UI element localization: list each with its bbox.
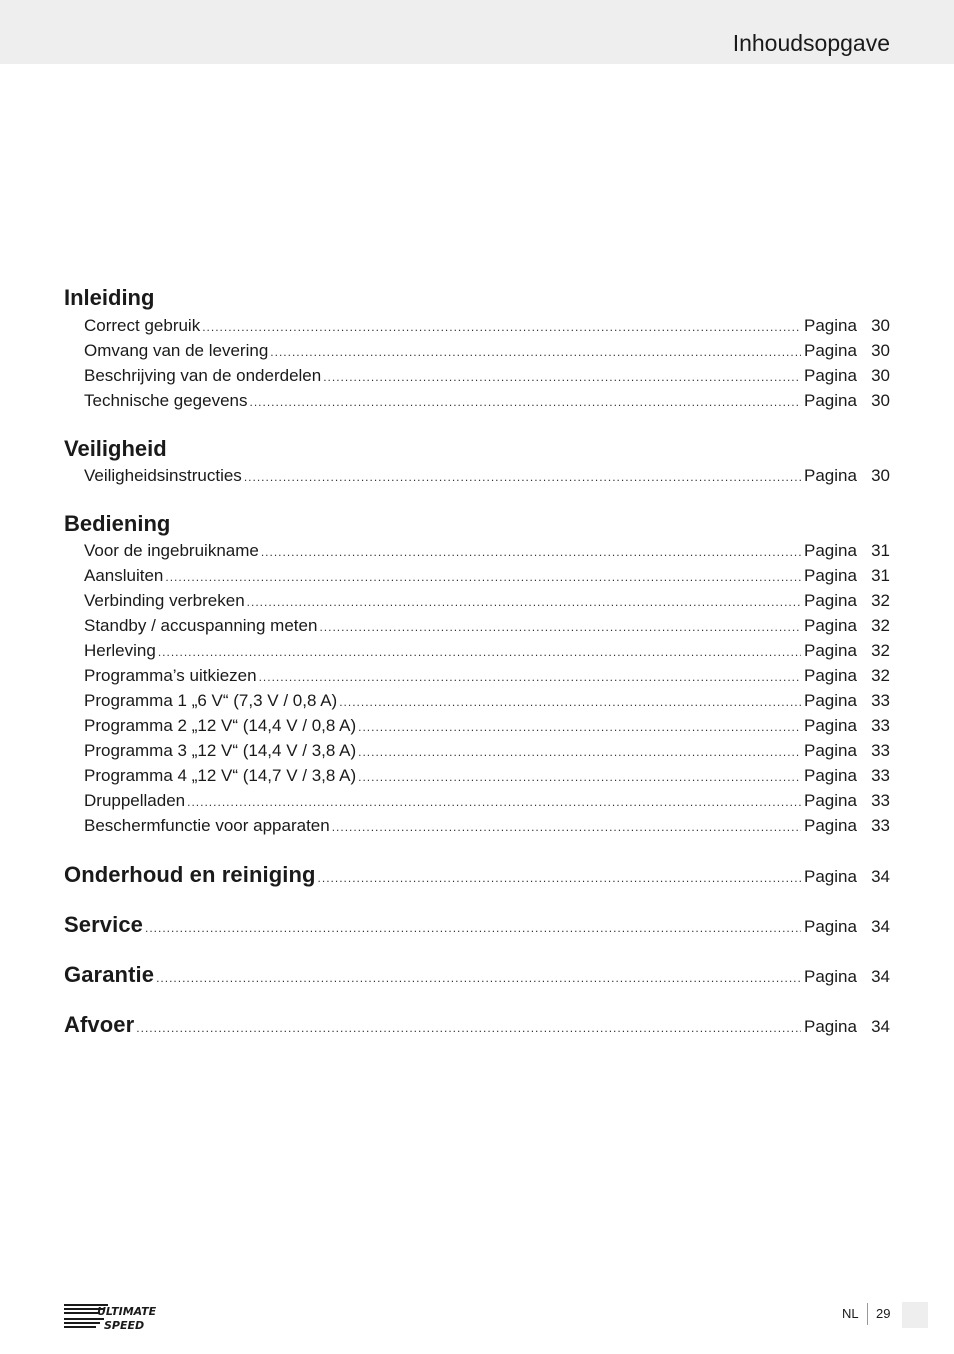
page-word: Pagina: [804, 566, 857, 585]
page-number: 33: [871, 791, 890, 810]
toc-entry[interactable]: [84, 713, 890, 738]
dot-leader: [145, 913, 801, 943]
toc-entry-label: Programma 2 „12 V“ (14,4 V / 0,8 A): [84, 716, 357, 735]
dot-leader: [358, 740, 801, 765]
dot-leader: [247, 590, 801, 615]
page-number: 34: [871, 967, 890, 986]
page-word: Pagina: [804, 967, 857, 986]
toc-entry-label: Programma 4 „12 V“ (14,7 V / 3,8 A): [84, 766, 357, 785]
page-number: 31: [871, 541, 890, 560]
page-number: 31: [871, 566, 890, 585]
toc-entry-label: Omvang van de levering: [84, 341, 269, 360]
page-word: Pagina: [804, 791, 857, 810]
toc-entry-label: Standby / accuspanning meten: [84, 616, 318, 635]
dot-leader: [270, 340, 801, 365]
language-code: NL: [842, 1306, 859, 1321]
toc-main-entry-label: Garantie: [64, 962, 155, 987]
toc-entry-label: Programma’s uitkiezen: [84, 666, 257, 685]
toc-entry[interactable]: [84, 663, 890, 688]
page-number: 32: [871, 666, 890, 685]
page-number: 30: [871, 316, 890, 335]
toc-entry[interactable]: [84, 363, 890, 388]
page-number: 30: [871, 466, 890, 485]
toc-entry-label: Beschermfunctie voor apparaten: [84, 816, 330, 835]
section-heading-inleiding: Inleiding: [64, 285, 155, 310]
footer-tab-box: [902, 1302, 928, 1328]
page-word: Pagina: [804, 616, 857, 635]
toc-entry-label: Voor de ingebruikname: [84, 541, 259, 560]
toc-entry[interactable]: [84, 788, 890, 813]
dot-leader: [250, 390, 801, 415]
toc-entry[interactable]: [84, 563, 890, 588]
toc-entry[interactable]: [84, 338, 890, 363]
page-number: 32: [871, 641, 890, 660]
toc-entry-label: Beschrijving van de onderdelen: [84, 366, 322, 385]
dot-leader: [156, 963, 801, 993]
toc-main-entry[interactable]: [64, 1010, 890, 1040]
page-word: Pagina: [804, 541, 857, 560]
toc-entry[interactable]: [84, 738, 890, 763]
toc-entry[interactable]: [84, 388, 890, 413]
page-number: 30: [871, 366, 890, 385]
dot-leader: [319, 615, 801, 640]
dot-leader: [165, 565, 801, 590]
page-word: Pagina: [804, 316, 857, 335]
toc-main-entry[interactable]: [64, 860, 890, 890]
toc-entry[interactable]: [84, 538, 890, 563]
dot-leader: [323, 365, 801, 390]
toc-entry-label: Herleving: [84, 641, 156, 660]
page-number: 30: [871, 391, 890, 410]
toc-entry[interactable]: [84, 638, 890, 663]
dot-leader: [244, 465, 801, 490]
page-word: Pagina: [804, 466, 857, 485]
dot-leader: [259, 665, 801, 690]
page-word: Pagina: [804, 917, 857, 936]
toc-main-entry[interactable]: [64, 910, 890, 940]
dot-leader: [339, 690, 801, 715]
toc-main-entry-label: Onderhoud en reiniging: [64, 862, 316, 887]
toc-entry[interactable]: [84, 613, 890, 638]
dot-leader: [261, 540, 801, 565]
page-word: Pagina: [804, 666, 857, 685]
toc-entry[interactable]: [84, 463, 890, 488]
page-number: 32: [871, 616, 890, 635]
page-number-footer: 29: [876, 1306, 891, 1321]
toc-main-entry-label: Afvoer: [64, 1012, 135, 1037]
page-word: Pagina: [804, 716, 857, 735]
dot-leader: [187, 790, 801, 815]
page-word: Pagina: [804, 391, 857, 410]
page-number: 30: [871, 341, 890, 360]
toc-entry[interactable]: [84, 763, 890, 788]
toc-main-entry[interactable]: [64, 960, 890, 990]
toc-entry-label: Programma 1 „6 V“ (7,3 V / 0,8 A): [84, 691, 338, 710]
toc-entry-label: Programma 3 „12 V“ (14,4 V / 3,8 A): [84, 741, 357, 760]
dot-leader: [318, 863, 801, 893]
page-number: 34: [871, 867, 890, 886]
toc-entry[interactable]: [84, 588, 890, 613]
dot-leader: [202, 315, 801, 340]
page-number: 33: [871, 766, 890, 785]
page-number: 33: [871, 816, 890, 835]
toc-entry-label: Correct gebruik: [84, 316, 201, 335]
page-word: Pagina: [804, 816, 857, 835]
toc-main-entry-label: Service: [64, 912, 143, 937]
dot-leader: [332, 815, 801, 840]
footer-divider: [867, 1303, 868, 1325]
page-word: Pagina: [804, 591, 857, 610]
page-word: Pagina: [804, 366, 857, 385]
page-number: 33: [871, 691, 890, 710]
page-number: 33: [871, 716, 890, 735]
section-heading-bediening: Bediening: [64, 511, 171, 536]
logo-text-top: ULTIMATE: [97, 1305, 157, 1318]
page-word: Pagina: [804, 1017, 857, 1036]
page-word: Pagina: [804, 867, 857, 886]
page-number: 32: [871, 591, 890, 610]
page-word: Pagina: [804, 641, 857, 660]
logo-text-bottom: SPEED: [104, 1319, 145, 1332]
toc-entry[interactable]: [84, 313, 890, 338]
toc-entry-label: Druppelladen: [84, 791, 186, 810]
page-word: Pagina: [804, 341, 857, 360]
page-number: 33: [871, 741, 890, 760]
toc-entry-label: Verbinding verbreken: [84, 591, 245, 610]
page-number: 34: [871, 917, 890, 936]
dot-leader: [358, 715, 801, 740]
toc-entry-label: Technische gegevens: [84, 391, 248, 410]
page-title: Inhoudsopgave: [732, 30, 890, 56]
page-word: Pagina: [804, 766, 857, 785]
toc-entry[interactable]: [84, 813, 890, 838]
page-word: Pagina: [804, 741, 857, 760]
toc-entry-label: Aansluiten: [84, 566, 164, 585]
toc-entry[interactable]: [84, 688, 890, 713]
dot-leader: [136, 1013, 801, 1043]
section-heading-veiligheid: Veiligheid: [64, 436, 167, 461]
page-word: Pagina: [804, 691, 857, 710]
brand-logo: [64, 1302, 162, 1332]
dot-leader: [158, 640, 801, 665]
dot-leader: [358, 765, 801, 790]
page-number: 34: [871, 1017, 890, 1036]
toc-entry-label: Veiligheidsinstructies: [84, 466, 242, 485]
